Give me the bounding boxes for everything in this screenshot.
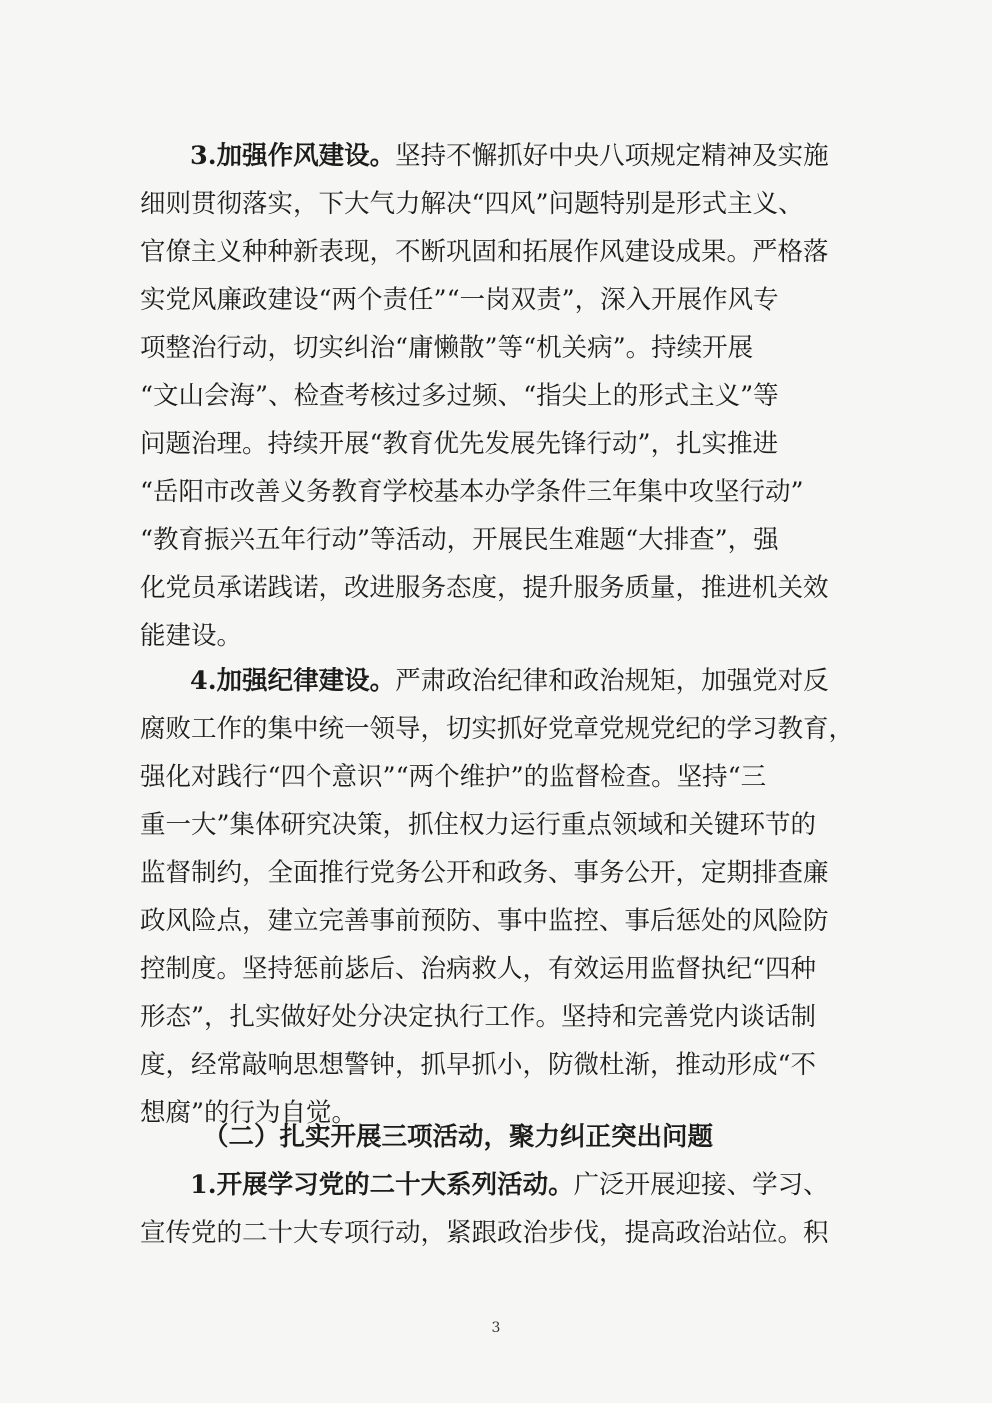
paragraph-3-line-1: [203, 1113, 854, 1161]
paragraph-2-line-1: [190, 657, 854, 705]
line-text: 化党员承诺践诺，改进服务态度，提升服务质量，推进机关效: [140, 573, 829, 603]
line-text: 腐败工作的集中统一领导，切实抓好党章党规党纪的学习教育，: [140, 714, 855, 744]
paragraph-2-line-7: [140, 945, 854, 993]
paragraph-1-line-8: [140, 468, 854, 516]
paragraph-1-line-4: [140, 276, 854, 324]
paragraph-4-line-1: [190, 1161, 854, 1209]
line-text: 细则贯彻落实，下大气力解决“四风”问题特别是形式主义、: [140, 189, 804, 219]
heading-label: （二）扎实开展三项活动，聚力纠正突出问题: [203, 1122, 714, 1152]
paragraph-1-line-7: [140, 420, 854, 468]
line-text: 严肃政治纪律和政治规矩，加强党对反: [395, 666, 829, 696]
line-text: 问题治理。持续开展“教育优先发展先锋行动”，扎实推进: [140, 429, 779, 459]
heading-label: 1.开展学习党的二十大系列活动。: [190, 1170, 574, 1200]
line-text: 能建设。: [140, 621, 243, 651]
page-number: 3: [491, 1320, 501, 1336]
heading-label: 4.加强纪律建设。: [190, 666, 396, 696]
line-text: 强化对践行“四个意识”“两个维护”的监督检查。坚持“三: [140, 762, 767, 792]
line-text: 控制度。坚持惩前毖后、治病救人，有效运用监督执纪“四种: [140, 954, 817, 984]
line-text: 政风险点，建立完善事前预防、事中监控、事后惩处的风险防: [140, 906, 829, 936]
line-text: “岳阳市改善义务教育学校基本办学条件三年集中攻坚行动”: [140, 477, 804, 507]
line-text: 宣传党的二十大专项行动，紧跟政治步伐，提高政治站位。积: [140, 1218, 829, 1248]
paragraph-1-line-9: [140, 516, 854, 564]
paragraph-2-line-9: [140, 1041, 854, 1089]
heading-label: 3.加强作风建设。: [190, 141, 396, 171]
paragraph-1-line-3: [140, 228, 854, 276]
line-text: “文山会海”、检查考核过多过频、“指尖上的形式主义”等: [140, 381, 779, 411]
line-text: 项整治行动，切实纠治“庸懒散”等“机关病”。持续开展: [140, 333, 754, 363]
line-text: 度，经常敲响思想警钟，抓早抓小，防微杜渐，推动形成“不: [140, 1050, 817, 1080]
paragraph-1-line-6: [140, 372, 854, 420]
paragraph-2-line-4: [140, 801, 854, 849]
paragraph-1-line-1: [190, 132, 854, 180]
paragraph-2-line-8: [140, 993, 854, 1041]
line-text: 形态”，扎实做好处分决定执行工作。坚持和完善党内谈话制: [140, 1002, 817, 1032]
line-text: 监督制约，全面推行党务公开和政务、事务公开，定期排查廉: [140, 858, 829, 888]
paragraph-4-line-2: [140, 1209, 854, 1257]
paragraph-2-line-3: [140, 753, 854, 801]
line-text: “教育振兴五年行动”等活动，开展民生难题“大排查”，强: [140, 525, 779, 555]
line-text: 广泛开展迎接、学习、: [573, 1170, 829, 1200]
paragraph-2-line-6: [140, 897, 854, 945]
line-text: 想腐”的行为自觉。: [140, 1098, 358, 1128]
paragraph-1-line-11: [140, 612, 854, 660]
line-text: 实党风廉政建设“两个责任”“一岗双责”，深入开展作风专: [140, 285, 779, 315]
paragraph-1-line-2: [140, 180, 854, 228]
paragraph-2-line-2: [140, 705, 854, 753]
paragraph-1-line-5: [140, 324, 854, 372]
line-text: 官僚主义种种新表现，不断巩固和拓展作风建设成果。严格落: [140, 237, 829, 267]
line-text: 坚持不懈抓好中央八项规定精神及实施: [395, 141, 829, 171]
paragraph-2-line-5: [140, 849, 854, 897]
paragraph-1-line-10: [140, 564, 854, 612]
line-text: 重一大”集体研究决策，抓住权力运行重点领域和关键环节的: [140, 810, 817, 840]
